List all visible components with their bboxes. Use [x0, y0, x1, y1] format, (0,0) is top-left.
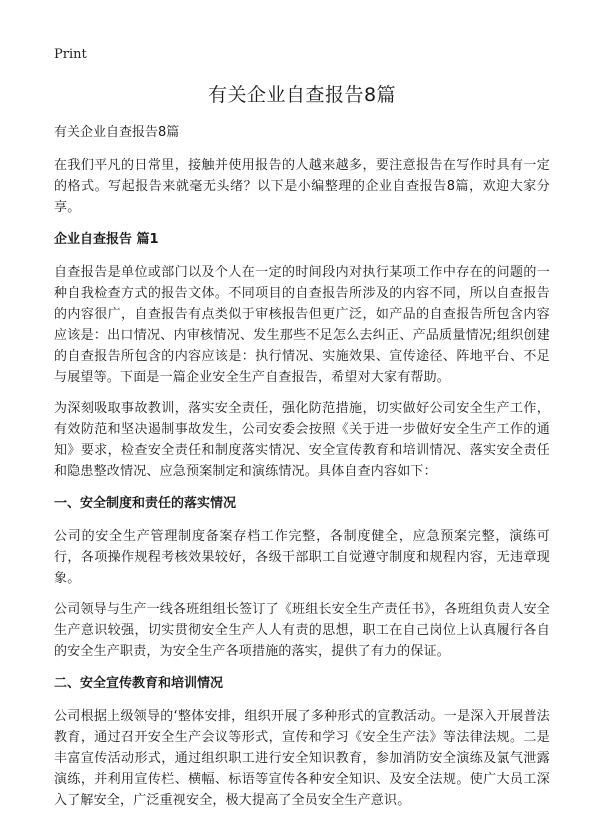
paragraph-management-system: 公司的安全生产管理制度备案存档工作完整，各制度健全，应急预案完整，演练可行，各项操作规程考核效果较好，各级干部职工自觉遵守制度和规程内容，无违章现象。: [54, 529, 550, 586]
section-heading-education-training: 二、安全宣传教育和培训情况: [54, 676, 224, 691]
section-heading-safety-system: 一、安全制度和责任的落实情况: [54, 496, 237, 511]
paragraph-purpose: 为深刻吸取事故教训，落实安全责任，强化防范措施，切实做好公司安全生产工作，有效防范和坚决遏制事故发生，公司安委会按照《关于进一步做好安全生产工作的通知》要求，检查安全责任和制度落实情况、安全宣传教育和培训情况、落实安全责任和隐患整改情况、应急预案制定和演练情况。具体自查内容如下：: [54, 401, 550, 479]
paragraph-education: 公司根据上级领导的‘整体安排，组织开展了多种形式的宣教活动。一是深入开展普法教育，通过召开安全生产会议等形式，宣传和学习《安全生产法》等法律法规。二是丰富宣传活动形式，通过组织职工进行安全知识教育，参加消防安全演练及氯气泄露演练，并利用宣传栏、横幅、标语等宣传各种安全知识、及安全法规。使广大员工深入了解安全，广泛重视安全，极大提高了全员安全生产意识。: [54, 709, 550, 808]
intro-paragraph: 在我们平凡的日常里，接触并使用报告的人越来越多，要注意报告在写作时具有一定的格式。写起报告来就毫无头绪？以下是小编整理的企业自查报告8篇，欢迎大家分享。: [54, 158, 550, 215]
paragraph-definition: 自查报告是单位或部门以及个人在一定的时间段内对执行某项工作中存在的问题的一种自我检查方式的报告文体。不同项目的自查报告所涉及的内容不同，所以自查报告的内容很广，自查报告有点类似于审核报告但更广泛，如产品的自查报告所包含内容应该是：出口情况、内审核情况、发生那些不足怎么去纠正、产品质量情况;组织创建的自查报告所包含的内容应该是：执行情况、实施效果、宣传途径、阵地平台、不足与展望等。下面是一篇企业安全生产自查报告，希望对大家有帮助。: [54, 265, 550, 385]
document-subtitle: 有关企业自查报告8篇: [54, 125, 180, 140]
document-body: [54, 80, 550, 821]
paragraph-responsibility: 公司领导与生产一线各班组组长签订了《班组长安全生产责任书》，各班组负责人安全生产意识较强，切实贯彻安全生产人人有责的思想，职工在自己岗位上认真履行各自的安全生产职责，为安全生产各项措施的落实，提供了有力的保证。: [54, 602, 550, 659]
print-label[interactable]: Print: [54, 47, 87, 62]
page-title: 有关企业自查报告8篇: [207, 84, 397, 106]
section-heading-report-1: 企业自查报告 篇1: [54, 232, 159, 247]
